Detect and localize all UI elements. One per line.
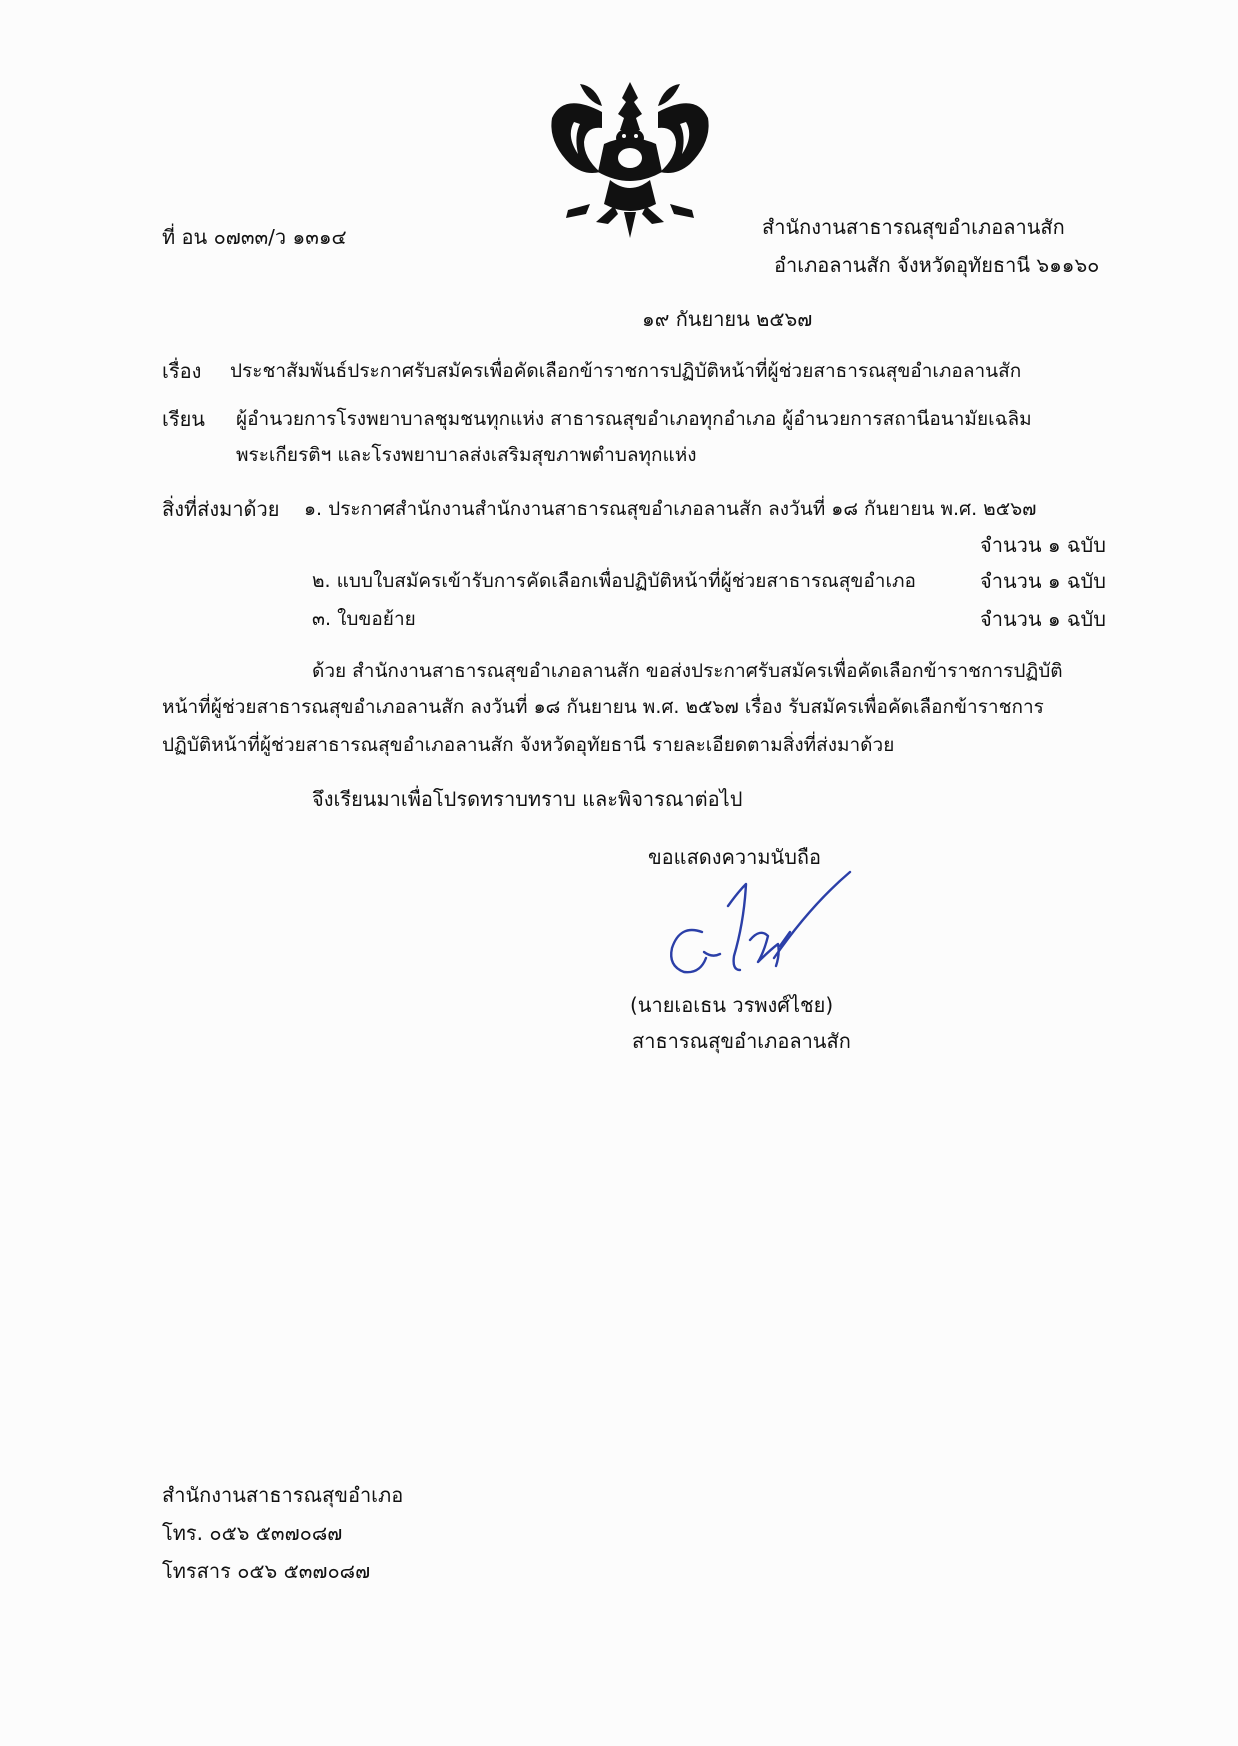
enclosure-qty-3: จำนวน ๑ ฉบับ — [980, 607, 1106, 631]
sign-off: ขอแสดงความนับถือ — [648, 845, 822, 869]
body-line-3: ปฏิบัติหน้าที่ผู้ช่วยสาธารณสุขอำเภอลานสัก จังหวัดอุทัยธานี รายละเอียดตามสิ่งที่ส่งมาด้วย — [162, 734, 895, 756]
reference-number: ที่ อน ๐๗๓๓/ว ๑๓๑๔ — [162, 225, 347, 249]
enclosure-item-2: ๒. แบบใบสมัครเข้ารับการคัดเลือกเพื่อปฏิบัติหน้าที่ผู้ช่วยสาธารณสุขอำเภอ — [312, 570, 916, 592]
recipient-line-2: พระเกียรติฯ และโรงพยาบาลส่งเสริมสุขภาพตำบลทุกแห่ง — [236, 444, 697, 466]
enclosure-item-3: ๓. ใบขอย้าย — [312, 608, 416, 630]
subject-text: ประชาสัมพันธ์ประกาศรับสมัครเพื่อคัดเลือกข้าราชการปฏิบัติหน้าที่ผู้ช่วยสาธารณสุขอำเภอลานสัก — [230, 360, 1022, 382]
enclosure-item-1: ๑. ประกาศสำนักงานสำนักงานสาธารณสุขอำเภอลานสัก ลงวันที่ ๑๘ กันยายน พ.ศ. ๒๕๖๗ — [304, 498, 1037, 520]
signer-title: สาธารณสุขอำเภอลานสัก — [632, 1029, 851, 1053]
office-name: สำนักงานสาธารณสุขอำเภอลานสัก — [762, 215, 1065, 239]
body-line-1: ด้วย สำนักงานสาธารณสุขอำเภอลานสัก ขอส่งประกาศรับสมัครเพื่อคัดเลือกข้าราชการปฏิบัติ — [312, 660, 1063, 682]
body-line-2: หน้าที่ผู้ช่วยสาธารณสุขอำเภอลานสัก ลงวันที่ ๑๘ กันยายน พ.ศ. ๒๕๖๗ เรื่อง รับสมัครเพื่อคัดเลือกข้าราชการ — [162, 696, 1044, 718]
enclosure-qty-1: จำนวน ๑ ฉบับ — [980, 533, 1106, 557]
signer-name: (นายเอเธน วรพงศ์ไชย) — [630, 993, 834, 1017]
letter-date: ๑๙ กันยายน ๒๕๖๗ — [642, 307, 813, 331]
garuda-emblem-icon — [544, 72, 716, 240]
enclosures-label: สิ่งที่ส่งมาด้วย — [162, 497, 280, 521]
subject-label: เรื่อง — [162, 359, 202, 383]
enclosure-qty-2: จำนวน ๑ ฉบับ — [980, 569, 1106, 593]
office-address: อำเภอลานสัก จังหวัดอุทัยธานี ๖๑๑๖๐ — [774, 253, 1100, 277]
closing-paragraph: จึงเรียนมาเพื่อโปรดทราบทราบ และพิจารณาต่อไป — [312, 787, 743, 811]
footer-fax: โทรสาร ๐๕๖ ๕๓๗๐๘๗ — [162, 1559, 371, 1583]
footer-phone: โทร. ๐๕๖ ๕๓๗๐๘๗ — [162, 1521, 343, 1545]
recipient-line-1: ผู้อำนวยการโรงพยาบาลชุมชนทุกแห่ง สาธารณสุขอำเภอทุกอำเภอ ผู้อำนวยการสถานีอนามัยเฉลิม — [236, 408, 1032, 430]
footer-office: สำนักงานสาธารณสุขอำเภอ — [162, 1483, 404, 1507]
recipient-label: เรียน — [162, 407, 205, 431]
